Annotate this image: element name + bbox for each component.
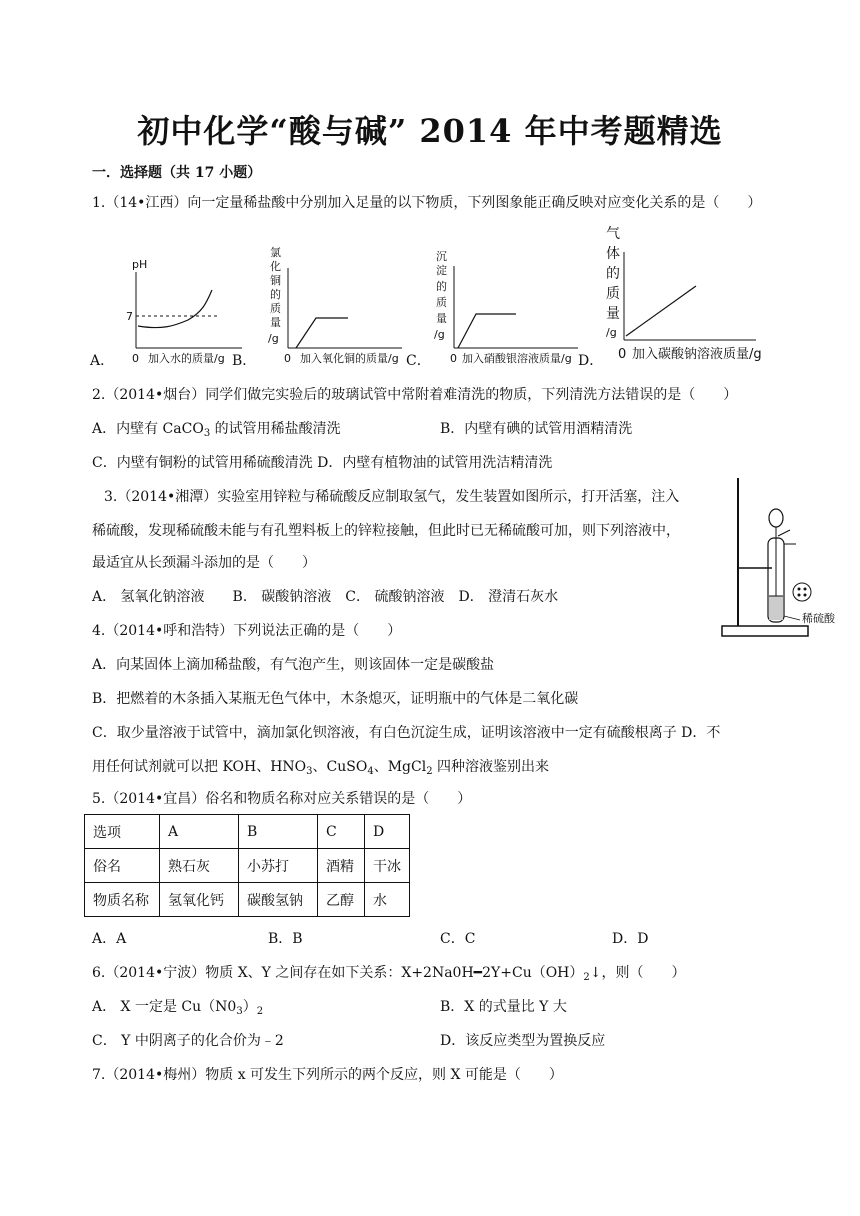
q1-graph-b [252, 242, 412, 368]
svg-text:/g: /g [434, 328, 445, 341]
q5-option-c: C．C [440, 931, 476, 947]
graph-d-ylabel [606, 226, 620, 339]
svg-text:质: 质 [270, 302, 281, 315]
q3-apparatus-figure [720, 476, 852, 644]
q1-option-b: B． [232, 353, 257, 369]
svg-text:/g: /g [606, 326, 617, 339]
table-cell: 俗名 [85, 849, 160, 883]
q4-option-c: C．取少量溶液于试管中，滴加氯化钡溶液，有白色沉淀生成，证明该溶液中一定有硫酸根离子 D．不 [92, 725, 721, 741]
q6-option-d: D．该反应类型为置换反应 [440, 1033, 606, 1049]
svg-text:体: 体 [606, 246, 620, 262]
q1-graph-a [92, 252, 252, 368]
q7-stem: 7.（2014•梅州）物质 x 可发生下列所示的两个反应，则 X 可能是（ ） [92, 1067, 563, 1083]
q3-line2: 稀硫酸，发现稀硫酸未能与有孔塑料板上的锌粒接触，但此时已无稀硫酸可加，则下列溶液中， [92, 523, 680, 539]
svg-text:的: 的 [606, 266, 620, 282]
svg-text:铜: 铜 [270, 274, 281, 287]
q3-line1: 3.（2014•湘潭）实验室用锌粒与稀硫酸反应制取氢气，发生装置如图所示，打开活塞，注入 [104, 489, 680, 505]
q5-stem: 5.（2014•宜昌）俗名和物质名称对应关系错误的是（ ） [92, 791, 472, 807]
svg-text:量: 量 [606, 306, 620, 322]
q4-option-b: B．把燃着的木条插入某瓶无色气体中，木条熄灭，证明瓶中的气体是二氧化碳 [92, 691, 579, 707]
graph-a-origin: 0 [132, 352, 139, 365]
table-cell: 酒精 [318, 849, 365, 883]
graph-a-xlabel: 加入水的质量/g [148, 352, 225, 365]
svg-text:/g: /g [268, 332, 279, 345]
graph-b-origin: 0 [284, 352, 291, 365]
table-cell: 物质名称 [85, 883, 160, 917]
page-title: 初中化学“酸与碱” 2014 年中考题精选 [137, 112, 723, 150]
q4-option-d: 用任何试剂就可以把 KOH、$HNO_3$、CuSO$_4$、MgCl$_2$ 四种溶液鉴别出来 [92, 759, 550, 777]
table-row [85, 815, 410, 849]
q4-option-a: A．向某固体上滴加稀盐酸，有气泡产生，则该固体一定是碳酸盐 [92, 657, 495, 673]
svg-text:量: 量 [436, 312, 447, 325]
q2-stem: 2.（2014•烟台）同学们做完实验后的玻璃试管中常附着难清洗的物质，下列清洗方法错误的是（ ） [92, 387, 738, 403]
graph-a-ref: 7 [126, 310, 133, 323]
q1-graph-c [418, 246, 588, 368]
table-cell: 乙醇 [318, 883, 365, 917]
q4-stem: 4.（2014•呼和浩特）下列说法正确的是（ ） [92, 623, 402, 639]
table-cell: D [365, 815, 410, 849]
table-cell: 氢氧化钙 [160, 883, 239, 917]
q5-option-a: A．A [92, 931, 127, 947]
table-cell: B [239, 815, 318, 849]
table-cell: 熟石灰 [160, 849, 239, 883]
svg-text:的: 的 [270, 288, 281, 301]
svg-text:量: 量 [270, 316, 281, 329]
section-heading: 一．选择题（共 17 小题） [92, 165, 262, 181]
q1-option-d: D． [578, 353, 604, 369]
q3-line3: 最适宜从长颈漏斗添加的是（ ） [92, 555, 316, 571]
graph-c-ylabel [434, 250, 447, 341]
q1-option-c: C． [406, 353, 431, 369]
q5-option-d: D．D [612, 931, 649, 947]
q1-stem: 1.（14•江西）向一定量稀盐酸中分别加入足量的以下物质，下列图象能正确反映对应变化关系的是（ ） [92, 195, 762, 211]
q5-option-b: B．B [268, 931, 303, 947]
q1-option-a: A． [90, 353, 115, 369]
graph-c-xlabel: 加入硝酸银溶液质量/g [462, 352, 572, 365]
q2-option-cd: C．内壁有铜粉的试管用稀硫酸清洗 D．内壁有植物油的试管用洗洁精清洗 [92, 455, 553, 471]
q5-table [84, 814, 410, 917]
table-cell: 水 [365, 883, 410, 917]
svg-text:气: 气 [606, 226, 620, 242]
q6-option-a: A． X 一定是 $Cu(N0_3)_2$ [92, 999, 264, 1017]
table-cell: 小苏打 [239, 849, 318, 883]
svg-text:沉: 沉 [436, 250, 447, 263]
table-row [85, 883, 410, 917]
q6-stem: 6.（2014•宁波）物质 X、Y 之间存在如下关系：$X+2Na0H━2Y+Cu(OH)_2↓$，则（ ） [92, 965, 686, 983]
q3-options: A． 氢氧化钠溶液 B． 碳酸钠溶液 C． 硫酸钠溶液 D． 澄清石灰水 [92, 589, 559, 605]
svg-text:氯: 氯 [270, 246, 281, 259]
svg-text:的: 的 [436, 280, 447, 293]
graph-b-ylabel [268, 245, 281, 345]
svg-text:化: 化 [270, 260, 281, 273]
svg-text:淀: 淀 [436, 264, 447, 277]
q2-option-b: B．内壁有碘的试管用酒精清洗 [440, 421, 633, 437]
svg-text:质: 质 [606, 286, 620, 302]
apparatus-label: 稀硫酸 [802, 612, 835, 625]
table-row [85, 849, 410, 883]
table-cell: 碳酸氢钠 [239, 883, 318, 917]
q6-option-c: C． Y 中阴离子的化合价为﹣2 [92, 1033, 284, 1049]
table-cell: 干冰 [365, 849, 410, 883]
q1-graph-d [596, 222, 766, 368]
table-cell: C [318, 815, 365, 849]
graph-b-xlabel: 加入氧化铜的质量/g [300, 352, 399, 365]
svg-text:质: 质 [436, 296, 447, 309]
q2-option-a: A．内壁有 CaCO$_3$ 的试管用稀盐酸清洗 [92, 421, 341, 439]
table-cell: A [160, 815, 239, 849]
table-cell: 选项 [85, 815, 160, 849]
graph-d-origin: 0 [618, 347, 627, 362]
graph-a-ylabel: pH [132, 258, 148, 271]
graph-c-origin: 0 [450, 352, 457, 365]
graph-d-xlabel: 加入碳酸钠溶液质量/g [632, 347, 762, 362]
q6-option-b: B．X 的式量比 Y 大 [440, 999, 567, 1015]
